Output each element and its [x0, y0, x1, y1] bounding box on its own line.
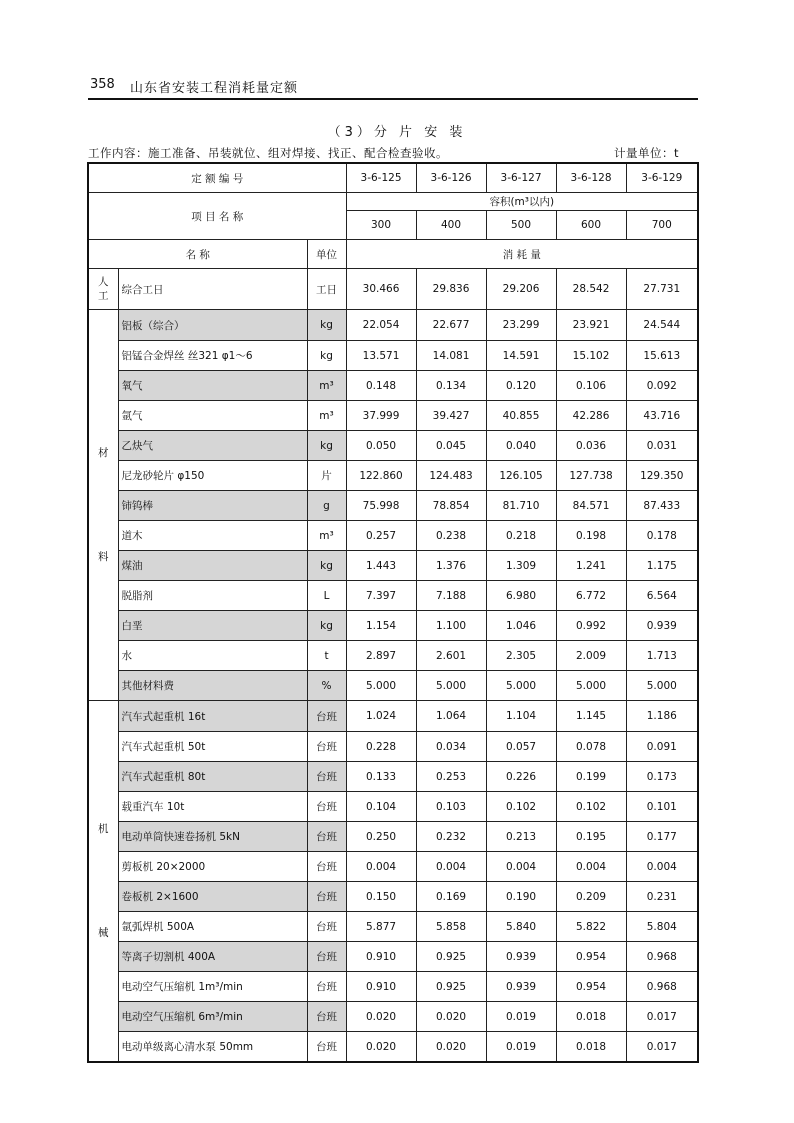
item-unit: t	[307, 641, 346, 671]
consumption-value: 15.102	[556, 341, 626, 371]
table-row	[88, 701, 698, 732]
unit-column-header: 单位	[307, 240, 346, 269]
item-unit: 台班	[307, 792, 346, 822]
consumption-value: 0.968	[626, 972, 698, 1002]
consumption-value: 22.677	[416, 310, 486, 341]
quota-code: 3-6-127	[486, 163, 556, 193]
consumption-value: 1.376	[416, 551, 486, 581]
item-name: 电动空气压缩机 6m³/min	[118, 1002, 307, 1032]
consumption-label: 消 耗 量	[346, 240, 698, 269]
item-unit: kg	[307, 431, 346, 461]
consumption-value: 0.228	[346, 732, 416, 762]
consumption-value: 0.910	[346, 972, 416, 1002]
table-row	[88, 521, 698, 551]
table-row	[88, 310, 698, 341]
item-unit: 台班	[307, 762, 346, 792]
consumption-value: 0.004	[556, 852, 626, 882]
consumption-value: 1.046	[486, 611, 556, 641]
consumption-value: 0.169	[416, 882, 486, 912]
item-unit: 台班	[307, 822, 346, 852]
table-row	[88, 792, 698, 822]
item-name: 氩弧焊机 500A	[118, 912, 307, 942]
consumption-value: 0.092	[626, 371, 698, 401]
consumption-value: 81.710	[486, 491, 556, 521]
consumption-value: 127.738	[556, 461, 626, 491]
table-row	[88, 942, 698, 972]
item-name: 汽车式起重机 50t	[118, 732, 307, 762]
table-row	[88, 1032, 698, 1063]
table-row	[88, 551, 698, 581]
capacity-value: 400	[416, 211, 486, 240]
item-unit: kg	[307, 341, 346, 371]
consumption-value: 0.213	[486, 822, 556, 852]
quota-code: 3-6-126	[416, 163, 486, 193]
capacity-value: 600	[556, 211, 626, 240]
consumption-value: 0.199	[556, 762, 626, 792]
consumption-value: 0.040	[486, 431, 556, 461]
consumption-value: 1.186	[626, 701, 698, 732]
consumption-value: 0.020	[416, 1032, 486, 1063]
section-title: （3）分 片 安 装	[327, 125, 467, 140]
consumption-value: 0.017	[626, 1002, 698, 1032]
consumption-value: 0.198	[556, 521, 626, 551]
item-unit: 台班	[307, 701, 346, 732]
table-row	[88, 852, 698, 882]
consumption-value: 0.102	[486, 792, 556, 822]
consumption-value: 0.020	[346, 1032, 416, 1063]
table-row	[88, 371, 698, 401]
consumption-value: 42.286	[556, 401, 626, 431]
consumption-value: 1.713	[626, 641, 698, 671]
item-name: 卷板机 2×1600	[118, 882, 307, 912]
consumption-value: 0.968	[626, 942, 698, 972]
consumption-value: 129.350	[626, 461, 698, 491]
quota-table	[87, 162, 699, 1063]
item-name: 电动单筒快速卷扬机 5kN	[118, 822, 307, 852]
item-name: 综合工日	[118, 269, 307, 310]
item-unit: 台班	[307, 1002, 346, 1032]
consumption-value: 0.150	[346, 882, 416, 912]
consumption-value: 124.483	[416, 461, 486, 491]
table-row	[88, 461, 698, 491]
consumption-value: 5.000	[626, 671, 698, 701]
consumption-value: 37.999	[346, 401, 416, 431]
table-row	[88, 611, 698, 641]
item-unit: 台班	[307, 882, 346, 912]
category-label: 材 料	[98, 447, 109, 563]
consumption-value: 1.104	[486, 701, 556, 732]
consumption-value: 5.822	[556, 912, 626, 942]
item-unit: m³	[307, 401, 346, 431]
item-name: 电动空气压缩机 1m³/min	[118, 972, 307, 1002]
consumption-value: 0.004	[346, 852, 416, 882]
consumption-value: 2.601	[416, 641, 486, 671]
consumption-value: 0.148	[346, 371, 416, 401]
consumption-value: 0.218	[486, 521, 556, 551]
consumption-value: 0.102	[556, 792, 626, 822]
book-title: 山东省安装工程消耗量定额	[130, 81, 299, 96]
consumption-value: 0.050	[346, 431, 416, 461]
consumption-value: 0.019	[486, 1002, 556, 1032]
consumption-value: 7.188	[416, 581, 486, 611]
consumption-value: 1.443	[346, 551, 416, 581]
table-row	[88, 1002, 698, 1032]
consumption-value: 5.000	[486, 671, 556, 701]
consumption-value: 0.106	[556, 371, 626, 401]
consumption-value: 0.939	[486, 942, 556, 972]
item-unit: 台班	[307, 732, 346, 762]
table-row	[88, 401, 698, 431]
item-name: 乙炔气	[118, 431, 307, 461]
page-header	[88, 72, 698, 100]
item-unit: kg	[307, 310, 346, 341]
item-name: 道木	[118, 521, 307, 551]
consumption-value: 1.154	[346, 611, 416, 641]
item-name: 其他材料费	[118, 671, 307, 701]
consumption-value: 0.020	[416, 1002, 486, 1032]
item-name: 白垩	[118, 611, 307, 641]
consumption-value: 0.173	[626, 762, 698, 792]
consumption-value: 0.231	[626, 882, 698, 912]
item-unit: 台班	[307, 852, 346, 882]
consumption-value: 1.309	[486, 551, 556, 581]
consumption-value: 39.427	[416, 401, 486, 431]
consumption-value: 84.571	[556, 491, 626, 521]
work-content: 工作内容：施工准备、吊装就位、组对焊接、找正、配合检查验收。	[88, 146, 448, 160]
consumption-value: 0.209	[556, 882, 626, 912]
item-name: 煤油	[118, 551, 307, 581]
item-unit: m³	[307, 521, 346, 551]
item-name: 汽车式起重机 80t	[118, 762, 307, 792]
consumption-value: 5.000	[346, 671, 416, 701]
table-row	[88, 732, 698, 762]
name-column-header: 名 称	[88, 240, 307, 269]
item-name: 剪板机 20×2000	[118, 852, 307, 882]
item-unit: 台班	[307, 1032, 346, 1063]
consumption-value: 24.544	[626, 310, 698, 341]
consumption-value: 0.910	[346, 942, 416, 972]
page-number: 358	[90, 77, 115, 92]
consumption-value: 13.571	[346, 341, 416, 371]
consumption-value: 14.081	[416, 341, 486, 371]
table-row	[88, 581, 698, 611]
consumption-value: 5.000	[556, 671, 626, 701]
item-unit: %	[307, 671, 346, 701]
category-label: 机 械	[98, 823, 109, 939]
table-row	[88, 431, 698, 461]
item-name: 铈钨棒	[118, 491, 307, 521]
item-name: 脱脂剂	[118, 581, 307, 611]
capacity-value: 700	[626, 211, 698, 240]
consumption-value: 5.000	[416, 671, 486, 701]
item-name: 氧气	[118, 371, 307, 401]
consumption-value: 0.017	[626, 1032, 698, 1063]
consumption-value: 40.855	[486, 401, 556, 431]
consumption-value: 0.004	[416, 852, 486, 882]
category-label: 人 工	[98, 276, 109, 302]
consumption-value: 78.854	[416, 491, 486, 521]
item-unit: 台班	[307, 972, 346, 1002]
consumption-value: 0.178	[626, 521, 698, 551]
consumption-value: 0.091	[626, 732, 698, 762]
consumption-value: 0.101	[626, 792, 698, 822]
consumption-value: 0.134	[416, 371, 486, 401]
consumption-value: 29.206	[486, 269, 556, 310]
consumption-value: 1.241	[556, 551, 626, 581]
consumption-value: 0.992	[556, 611, 626, 641]
consumption-value: 0.925	[416, 972, 486, 1002]
consumption-value: 5.877	[346, 912, 416, 942]
item-name: 电动单级离心清水泵 50mm	[118, 1032, 307, 1063]
consumption-value: 0.257	[346, 521, 416, 551]
consumption-value: 27.731	[626, 269, 698, 310]
consumption-value: 14.591	[486, 341, 556, 371]
table-row	[88, 641, 698, 671]
category-cell	[88, 269, 118, 310]
consumption-value: 0.018	[556, 1002, 626, 1032]
consumption-value: 2.897	[346, 641, 416, 671]
consumption-value: 0.232	[416, 822, 486, 852]
category-cell	[88, 701, 118, 1063]
item-name: 尼龙砂轮片 φ150	[118, 461, 307, 491]
item-name: 汽车式起重机 16t	[118, 701, 307, 732]
consumption-value: 1.175	[626, 551, 698, 581]
consumption-value: 0.177	[626, 822, 698, 852]
consumption-value: 0.031	[626, 431, 698, 461]
capacity-value: 300	[346, 211, 416, 240]
consumption-value: 5.804	[626, 912, 698, 942]
consumption-value: 0.253	[416, 762, 486, 792]
consumption-value: 23.299	[486, 310, 556, 341]
consumption-value: 0.954	[556, 942, 626, 972]
consumption-value: 75.998	[346, 491, 416, 521]
consumption-value: 6.980	[486, 581, 556, 611]
consumption-value: 0.120	[486, 371, 556, 401]
consumption-value: 1.145	[556, 701, 626, 732]
consumption-value: 0.036	[556, 431, 626, 461]
consumption-value: 0.078	[556, 732, 626, 762]
item-unit: m³	[307, 371, 346, 401]
item-name: 铝锰合金焊丝 丝321 φ1～6	[118, 341, 307, 371]
consumption-value: 0.019	[486, 1032, 556, 1063]
consumption-value: 0.226	[486, 762, 556, 792]
consumption-value: 7.397	[346, 581, 416, 611]
consumption-value: 122.860	[346, 461, 416, 491]
consumption-value: 0.133	[346, 762, 416, 792]
table-row	[88, 762, 698, 792]
consumption-value: 23.921	[556, 310, 626, 341]
consumption-value: 5.858	[416, 912, 486, 942]
consumption-value: 2.009	[556, 641, 626, 671]
consumption-value: 0.034	[416, 732, 486, 762]
consumption-value: 43.716	[626, 401, 698, 431]
consumption-value: 5.840	[486, 912, 556, 942]
item-name: 载重汽车 10t	[118, 792, 307, 822]
consumption-value: 0.045	[416, 431, 486, 461]
item-unit: L	[307, 581, 346, 611]
consumption-value: 126.105	[486, 461, 556, 491]
table-row	[88, 341, 698, 371]
quota-code: 3-6-128	[556, 163, 626, 193]
consumption-value: 0.190	[486, 882, 556, 912]
consumption-value: 0.104	[346, 792, 416, 822]
measure-unit: 计量单位：t	[614, 146, 680, 160]
consumption-value: 87.433	[626, 491, 698, 521]
consumption-value: 22.054	[346, 310, 416, 341]
consumption-value: 0.954	[556, 972, 626, 1002]
table-row	[88, 822, 698, 852]
consumption-value: 30.466	[346, 269, 416, 310]
table-row	[88, 882, 698, 912]
consumption-value: 0.103	[416, 792, 486, 822]
item-unit: 工日	[307, 269, 346, 310]
consumption-value: 6.772	[556, 581, 626, 611]
capacity-label: 容积(m³以内)	[346, 193, 698, 211]
table-row	[88, 491, 698, 521]
item-name-label: 项 目 名 称	[88, 193, 346, 240]
consumption-value: 0.195	[556, 822, 626, 852]
consumption-value: 6.564	[626, 581, 698, 611]
consumption-value: 15.613	[626, 341, 698, 371]
consumption-value: 0.057	[486, 732, 556, 762]
item-name: 铝板（综合）	[118, 310, 307, 341]
item-name: 水	[118, 641, 307, 671]
quota-code: 3-6-125	[346, 163, 416, 193]
quota-code: 3-6-129	[626, 163, 698, 193]
item-unit: kg	[307, 551, 346, 581]
item-name: 等离子切割机 400A	[118, 942, 307, 972]
item-unit: 台班	[307, 912, 346, 942]
item-unit: g	[307, 491, 346, 521]
consumption-value: 0.018	[556, 1032, 626, 1063]
consumption-value: 0.020	[346, 1002, 416, 1032]
consumption-value: 0.004	[626, 852, 698, 882]
consumption-value: 0.238	[416, 521, 486, 551]
table-row	[88, 269, 698, 310]
table-row	[88, 912, 698, 942]
consumption-value: 0.939	[486, 972, 556, 1002]
consumption-value: 1.064	[416, 701, 486, 732]
quota-code-label: 定 额 编 号	[88, 163, 346, 193]
capacity-value: 500	[486, 211, 556, 240]
consumption-value: 2.305	[486, 641, 556, 671]
consumption-value: 28.542	[556, 269, 626, 310]
consumption-value: 1.100	[416, 611, 486, 641]
consumption-value: 0.939	[626, 611, 698, 641]
consumption-value: 1.024	[346, 701, 416, 732]
category-cell	[88, 310, 118, 701]
consumption-value: 0.004	[486, 852, 556, 882]
item-name: 氩气	[118, 401, 307, 431]
table-row	[88, 671, 698, 701]
consumption-value: 0.250	[346, 822, 416, 852]
item-unit: 台班	[307, 942, 346, 972]
item-unit: 片	[307, 461, 346, 491]
consumption-value: 0.925	[416, 942, 486, 972]
consumption-value: 29.836	[416, 269, 486, 310]
table-row	[88, 972, 698, 1002]
item-unit: kg	[307, 611, 346, 641]
